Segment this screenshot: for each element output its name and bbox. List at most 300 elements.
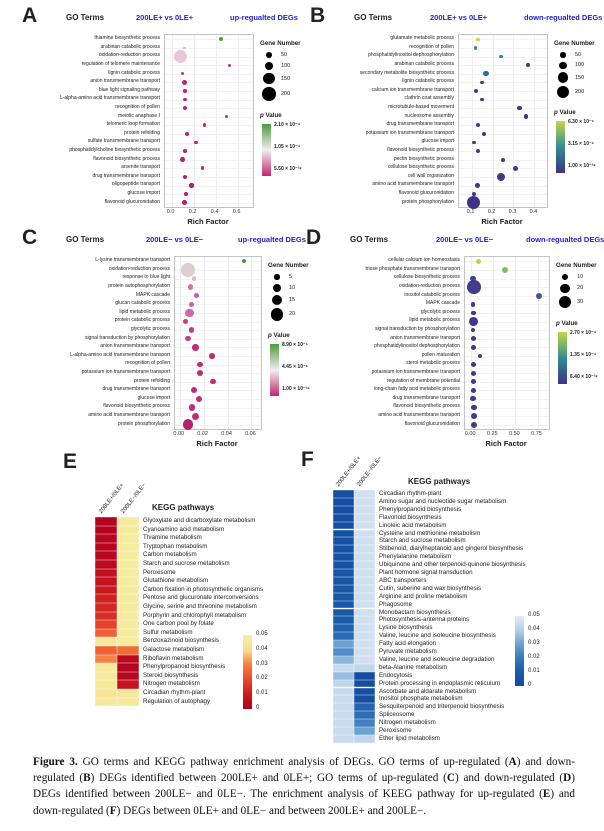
heatmap-cell (333, 656, 354, 664)
go-term-dot (189, 183, 193, 187)
heatmap-scale-tick: 0.02 (528, 654, 540, 660)
gridline-horizontal (459, 57, 547, 58)
go-term-label: sulfate transmembrane transport (87, 138, 160, 145)
heatmap-row-label: Flavonoid biosynthesis (379, 513, 442, 521)
go-term-dot (471, 413, 477, 419)
go-panel-header (22, 4, 320, 32)
go-term-label: phosphatidylcholine biosynthetic process (69, 147, 160, 153)
heatmap-cell (95, 603, 117, 612)
go-term-dot (192, 344, 199, 351)
heatmap-cell (333, 648, 354, 656)
gridline-horizontal (165, 177, 253, 178)
gridline-horizontal (459, 82, 547, 83)
go-term-dot (476, 123, 480, 127)
go-term-label: cell wall organization (407, 172, 454, 179)
comparison-label: 200LE+ vs 0LE+ (136, 13, 194, 22)
go-term-dot (228, 64, 231, 67)
go-term-label: oxidation-reduction process (98, 52, 160, 59)
gene-bubble-box (554, 62, 572, 70)
gridline-vertical (172, 35, 173, 207)
gridline-horizontal (165, 125, 253, 126)
go-term-label: cellulose biosynthetic process (387, 164, 454, 171)
gene-bubble-value: 5 (289, 274, 293, 280)
heatmap-cell (117, 663, 139, 672)
heatmap-row-label: Inositol phosphate metabolism (379, 695, 463, 703)
gridline-horizontal (465, 373, 549, 374)
go-term-label: protein catabolic process (114, 317, 170, 324)
go-term-dot (471, 362, 476, 367)
gridline-vertical (472, 35, 473, 207)
gridline-vertical (515, 257, 516, 429)
heatmap-cell (117, 698, 139, 707)
go-term-label: amino acid transmembrane transport (88, 412, 170, 418)
heatmap-cell (333, 585, 354, 593)
heatmap-row-label: Porphyrin and chlorophyll metabolism (143, 611, 247, 619)
go-term-label: inositol catabolic process (404, 291, 460, 298)
go-term-dot (192, 413, 199, 420)
gridline-horizontal (465, 365, 549, 366)
heatmap-cell (333, 553, 354, 561)
go-term-label: lipid metabolic process (119, 308, 170, 315)
heatmap-row-label: beta-Alanine metabolism (379, 663, 448, 671)
go-term-label: calcium ion transmembrane transport (371, 86, 454, 93)
heatmap-cell (354, 585, 375, 593)
x-tick-label: 0.0 (166, 209, 175, 215)
gene-bubble-value: 20 (577, 285, 584, 292)
heatmap-scale-tick: 0.05 (528, 612, 540, 618)
gene-bubble (274, 274, 279, 279)
x-tick-label: 0.1 (466, 209, 475, 215)
go-term-label: flavonoid biosynthetic process (103, 403, 170, 410)
go-term-label: lignin catabolic process (402, 78, 454, 85)
heatmap-cell (117, 594, 139, 603)
gridline-horizontal (459, 48, 547, 49)
gene-bubble-value: 15 (289, 296, 296, 303)
gene-number-legend-item (554, 84, 604, 99)
gridline-horizontal (165, 108, 253, 109)
go-term-dot (183, 106, 187, 110)
x-tick-label: 0.06 (245, 431, 256, 437)
go-term-label: protein phosphorylation (402, 198, 454, 205)
go-term-label: recognition of pollen (115, 104, 160, 110)
gene-bubble-value: 10 (289, 284, 296, 291)
heatmap-cell (354, 577, 375, 585)
go-term-label: signal transduction by phosphorylation (84, 334, 170, 341)
heatmap-column-header: 200LE+/0LE+ (335, 455, 363, 488)
go-term-label: amino acid transmembrane transport (372, 181, 454, 188)
heatmap-cell (333, 616, 354, 624)
kegg-pathways-title: KEGG pathways (152, 503, 215, 512)
heatmap-cell (117, 551, 139, 560)
comparison-label: 200LE− vs 0LE− (146, 235, 204, 244)
heatmap-row-label: Ascorbate and aldarate metabolism (379, 687, 477, 695)
gridline-horizontal (175, 330, 261, 331)
go-term-label: potassium ion transmembrane transport (371, 369, 460, 375)
heatmap-cell (354, 522, 375, 530)
gridline-horizontal (175, 416, 261, 417)
go-term-dot (191, 387, 197, 393)
go-term-dot (183, 319, 188, 324)
go-term-label: protein phosphorylation (118, 420, 170, 427)
gene-number-legend-item (556, 295, 604, 310)
pvalue-legend-title: p Value (556, 319, 578, 327)
pvalue-tick-label: 1.00 × 10⁻¹⁸ (282, 386, 310, 393)
go-term-dot (471, 311, 476, 316)
heatmap-cell (354, 680, 375, 688)
go-term-label: arabinan catabolic process (100, 43, 160, 50)
pvalue-gradient-wrap (554, 119, 604, 175)
heatmap-cell (117, 543, 139, 552)
go-term-label: glycolytic process (420, 308, 460, 315)
go-term-dot (472, 141, 476, 145)
caption-bold-segment: D (563, 772, 572, 785)
heatmap-row-label: Circadian rhythm-plant (143, 689, 206, 696)
go-term-label: anion transmembrane transport (100, 343, 170, 350)
gene-bubble-value: 50 (281, 52, 288, 58)
x-tick-label: 0.4 (529, 209, 538, 215)
heatmap-row-label: Phenylalanine metabolism (379, 553, 452, 561)
go-term-dot (181, 263, 195, 277)
go-term-label: arsenite transport (121, 164, 160, 171)
go-term-label: drug transmembrane transport (386, 121, 454, 128)
gene-bubble-box (554, 86, 572, 98)
go-term-label: L-alpha-amino acid transmembrane transport (69, 351, 170, 358)
heatmap-row-label: Glyoxylate and dicarboxylate metabolism (143, 517, 256, 524)
heatmap-cell (117, 569, 139, 578)
heatmap-cell (333, 514, 354, 522)
heatmap-row-label: Ether lipid metabolism (379, 734, 440, 742)
heatmap-cell (354, 664, 375, 672)
go-term-dot (476, 38, 479, 41)
go-panel-b (310, 4, 604, 230)
heatmap-cell (333, 601, 354, 609)
go-plot-area (174, 256, 262, 430)
direction-label: down-regualted DEGs (524, 13, 603, 22)
pvalue-tick-label: 6.40 × 10⁻¹⁸ (570, 373, 598, 380)
gridline-horizontal (165, 74, 253, 75)
heatmap-cell (333, 490, 354, 498)
go-panel-header (306, 226, 604, 254)
gridline-horizontal (465, 304, 549, 305)
gridline-vertical (194, 35, 195, 207)
gridline-vertical (228, 257, 229, 429)
x-tick-label: 0.3 (508, 209, 517, 215)
heatmap-row-label: Tryptophan metabolism (143, 542, 208, 550)
go-term-dot (189, 404, 195, 410)
heatmap-row-label: Photosynthesis-antenna proteins (379, 616, 470, 624)
heatmap-row-label: Circadian rhythm-plant (379, 490, 442, 497)
gridline-horizontal (459, 125, 547, 126)
heatmap-row-label: Galactose metabolism (143, 646, 205, 653)
heatmap-row-label: Starch and sucrose metabolism (143, 560, 230, 567)
go-term-label: signal transduction by phosphorylation (374, 326, 460, 332)
go-term-label: thiamine biosynthetic process (94, 35, 160, 42)
gridline-horizontal (165, 168, 253, 169)
heatmap-color-scale (515, 616, 524, 686)
heatmap-row-label: Phenylpropanoid biosynthesis (143, 663, 226, 671)
gene-bubble-box (268, 308, 286, 321)
heatmap-row-label: Valine, leucine and isoleucine biosynthesis (379, 632, 496, 640)
gridline-horizontal (459, 108, 547, 109)
heatmap-cell (354, 688, 375, 696)
gridline-horizontal (175, 365, 261, 366)
heatmap-cell (354, 648, 375, 656)
gene-bubble-box (260, 87, 278, 101)
go-term-dot (501, 158, 505, 162)
go-plot-area (458, 34, 548, 208)
gene-number-legend-item (556, 282, 604, 295)
pvalue-tick-label: 2.70 × 10⁻⁴ (570, 329, 597, 336)
heatmap-cell (333, 569, 354, 577)
pvalue-tick-label: 5.50 × 10⁻¹⁸ (274, 166, 302, 173)
go-term-dot (471, 336, 476, 341)
gridline-horizontal (465, 416, 549, 417)
heatmap-cell (95, 534, 117, 543)
go-term-dot (517, 106, 522, 111)
gridline-horizontal (165, 65, 253, 66)
gene-bubble-value: 50 (575, 52, 582, 58)
go-term-label: clathrin coat assembly (404, 95, 454, 102)
heatmap-row-label: Fatty acid elongation (379, 640, 437, 648)
heatmap-cell (117, 689, 139, 698)
caption-bold-segment: A (508, 756, 517, 768)
heatmap-row-label: Nitrogen metabolism (379, 719, 436, 727)
gene-bubble-box (260, 52, 278, 58)
heatmap-scale-tick: 0.02 (256, 675, 268, 682)
gridline-horizontal (459, 134, 547, 135)
go-term-dot (480, 81, 483, 84)
p-italic: p (260, 112, 264, 120)
heatmap-cell (333, 664, 354, 672)
gene-bubble (272, 295, 283, 306)
gridline-horizontal (459, 65, 547, 66)
go-term-dot (201, 166, 205, 170)
go-term-label: oligopeptide transport (111, 181, 160, 188)
pvalue-tick-label: 2.10 × 10⁻⁴ (274, 122, 301, 129)
heatmap-cell (117, 586, 139, 595)
pvalue-legend-title: p Value (554, 109, 576, 117)
heatmap-row-label: Pentose and glucuronate interconversions (143, 594, 259, 602)
heatmap-cell (354, 656, 375, 664)
go-term-dot (185, 336, 190, 341)
go-term-label: drug transmembrane transport (92, 172, 160, 179)
gridline-horizontal (175, 399, 261, 400)
go-term-dot (183, 419, 194, 430)
gridline-horizontal (459, 186, 547, 187)
heatmap-cell (95, 560, 117, 569)
heatmap-cell (354, 719, 375, 727)
heatmap-cell (95, 637, 117, 646)
gene-bubble (262, 87, 276, 101)
gridline-horizontal (165, 186, 253, 187)
go-term-label: flavonoid glucuronidation (398, 190, 454, 196)
gene-bubble (557, 86, 569, 98)
go-term-label: amino acid transmembrane transport (378, 412, 460, 418)
go-plot-area (164, 34, 254, 208)
gene-bubble (560, 284, 570, 294)
go-term-dot (471, 422, 477, 428)
go-term-label: long-chain fatty acid metabolic process (373, 386, 460, 393)
gridline-horizontal (175, 347, 261, 348)
heatmap-row-label: Monobactam biosynthesis (379, 608, 451, 616)
x-axis-label: Rich Factor (187, 217, 229, 226)
go-term-label: arabinan catabolic process (394, 61, 454, 67)
go-term-label: nucleosome assembly (404, 112, 454, 119)
heatmap-cell (333, 577, 354, 585)
heatmap-row-label: Phagosome (379, 600, 413, 608)
pvalue-gradient-bar (556, 121, 565, 173)
heatmap-row-label: Glycine, serine and threonine metabolism (143, 603, 257, 610)
heatmap-row-label: Carbon metabolism (143, 551, 197, 559)
heatmap-cell (117, 560, 139, 569)
pvalue-tick-label: 1.05 × 10⁻⁴ (274, 144, 301, 151)
gene-number-legend-title: Gene Number (268, 262, 309, 269)
heatmap-scale-tick: 0.03 (528, 640, 540, 646)
heatmap-cell (354, 616, 375, 624)
gridline-horizontal (165, 160, 253, 161)
gene-bubble-box (268, 284, 286, 292)
go-term-dot (194, 141, 198, 145)
heatmap-cell (95, 543, 117, 552)
gridline-horizontal (165, 134, 253, 135)
gene-bubble-box (554, 72, 572, 82)
go-term-label: telomeric loop formation (106, 121, 160, 128)
gene-number-legend-item (554, 60, 604, 71)
heatmap-cell (333, 672, 354, 680)
go-term-dot (188, 284, 193, 289)
heatmap-scale-tick: 0.03 (256, 660, 268, 667)
go-term-label: regulation of telomere maintenance (81, 61, 160, 67)
heatmap-cell (117, 680, 139, 689)
heatmap-cell (354, 711, 375, 719)
go-term-label: triose phosphate transmembrane transport (365, 265, 460, 272)
heatmap-cell (95, 517, 117, 526)
panel-letter-a: A (22, 4, 38, 27)
gene-bubble (273, 284, 281, 292)
gene-bubble-box (260, 62, 278, 71)
heatmap-row-label: Nitrogen metabolism (143, 680, 200, 688)
heatmap-row-label: Sesquiterpenoid and triterpenoid biosynthesis (379, 703, 505, 711)
heatmap-scale-tick: 0.04 (256, 645, 268, 652)
p-italic: p (554, 109, 558, 117)
go-term-label: microtubule-based movement (388, 104, 454, 110)
go-term-dot (476, 149, 480, 153)
gridline-horizontal (175, 279, 261, 280)
gridline-vertical (204, 257, 205, 429)
heatmap-cell (117, 620, 139, 629)
go-term-label: meiotic anaphase I (118, 112, 160, 119)
go-term-dot (189, 302, 194, 307)
gridline-vertical (493, 257, 494, 429)
go-term-dot (183, 175, 187, 179)
go-term-dot (197, 362, 202, 367)
panel-letter-f: F (301, 448, 314, 471)
heatmap-row-label: Cysteine and methionine metabolism (379, 529, 481, 537)
gene-bubble (560, 52, 565, 57)
gridline-horizontal (165, 151, 253, 152)
heatmap-row-label: Steroid biosynthesis (143, 671, 199, 679)
gene-number-legend-title: Gene Number (554, 40, 595, 47)
panel-letter-c: C (22, 226, 38, 249)
go-term-dot (471, 328, 476, 333)
heatmap-row-label: Peroxisome (143, 568, 176, 576)
gridline-horizontal (175, 382, 261, 383)
pvalue-gradient-bar (270, 344, 279, 396)
p-italic: p (556, 319, 560, 327)
heatmap-cell (95, 551, 117, 560)
pvalue-tick-label: 6.30 × 10⁻⁵ (568, 119, 594, 126)
heatmap-scale-tick: 0.01 (256, 690, 268, 697)
heatmap-row-label: Linoleic acid metabolism (379, 521, 447, 529)
x-tick-label: 0.2 (487, 209, 496, 215)
go-term-dot (476, 259, 481, 264)
heatmap-row-label: Phenylpropanoid biosynthesis (379, 505, 462, 513)
panel-letter-e: E (63, 450, 78, 473)
heatmap-cell (354, 624, 375, 632)
go-term-label: recognition of pollen (409, 43, 454, 50)
go-term-label: lipid metabolic process (409, 317, 460, 324)
heatmap-cell (95, 594, 117, 603)
go-term-dot (203, 123, 207, 127)
heatmap-cell (333, 727, 354, 735)
go-term-dot (482, 132, 486, 136)
heatmap-scale-tick: 0 (256, 705, 260, 711)
heatmap-cell (117, 577, 139, 586)
gridline-horizontal (175, 356, 261, 357)
heatmap-cell (333, 609, 354, 617)
gene-number-legend-item (556, 272, 604, 282)
heatmap-cell (333, 703, 354, 711)
heatmap-cell (333, 545, 354, 553)
heatmap-cell (333, 680, 354, 688)
x-tick-label: 0.02 (197, 431, 209, 437)
gridline-horizontal (465, 313, 549, 314)
caption-bold-segment: Figure 3. (33, 756, 78, 768)
go-term-label: potassium ion transmembrane transport (365, 129, 454, 136)
pvalue-gradient-bar (262, 124, 271, 176)
heatmap-cell (333, 593, 354, 601)
gene-bubble-value: 200 (575, 88, 585, 95)
heatmap-row-label: Glutathione metabolism (143, 577, 209, 585)
gridline-vertical (238, 35, 239, 207)
heatmap-cell (354, 601, 375, 609)
go-term-dot (526, 63, 529, 66)
go-term-dot (470, 396, 475, 401)
gridline-horizontal (165, 48, 253, 49)
gene-bubble-value: 100 (575, 62, 585, 69)
heatmap-column-header: 200LE−/0LE− (356, 455, 384, 488)
go-term-label: protein refolding (124, 129, 160, 136)
heatmap-row-label: Endocytosis (379, 671, 413, 679)
go-term-label: regulation of membrane potential (386, 377, 460, 384)
go-term-dot (184, 192, 189, 197)
heatmap-cell (95, 698, 117, 707)
go-legend (556, 262, 604, 386)
pvalue-gradient-wrap (556, 330, 604, 386)
gridline-horizontal (175, 296, 261, 297)
heatmap-row-label: Amino sugar and nucleotide sugar metabolism (379, 497, 507, 505)
go-term-label: response to blue light (122, 274, 170, 281)
gridline-horizontal (465, 390, 549, 391)
gene-number-legend-item (554, 71, 604, 84)
gene-bubble-box (268, 274, 286, 279)
go-term-dot (471, 405, 477, 411)
heatmap-cell (333, 537, 354, 545)
pvalue-tick-label: 8.90 × 10⁻⁵ (282, 342, 308, 349)
gene-bubble (265, 62, 274, 71)
go-term-label: anion transmembrane transport (390, 334, 460, 341)
go-term-dot (471, 379, 476, 384)
